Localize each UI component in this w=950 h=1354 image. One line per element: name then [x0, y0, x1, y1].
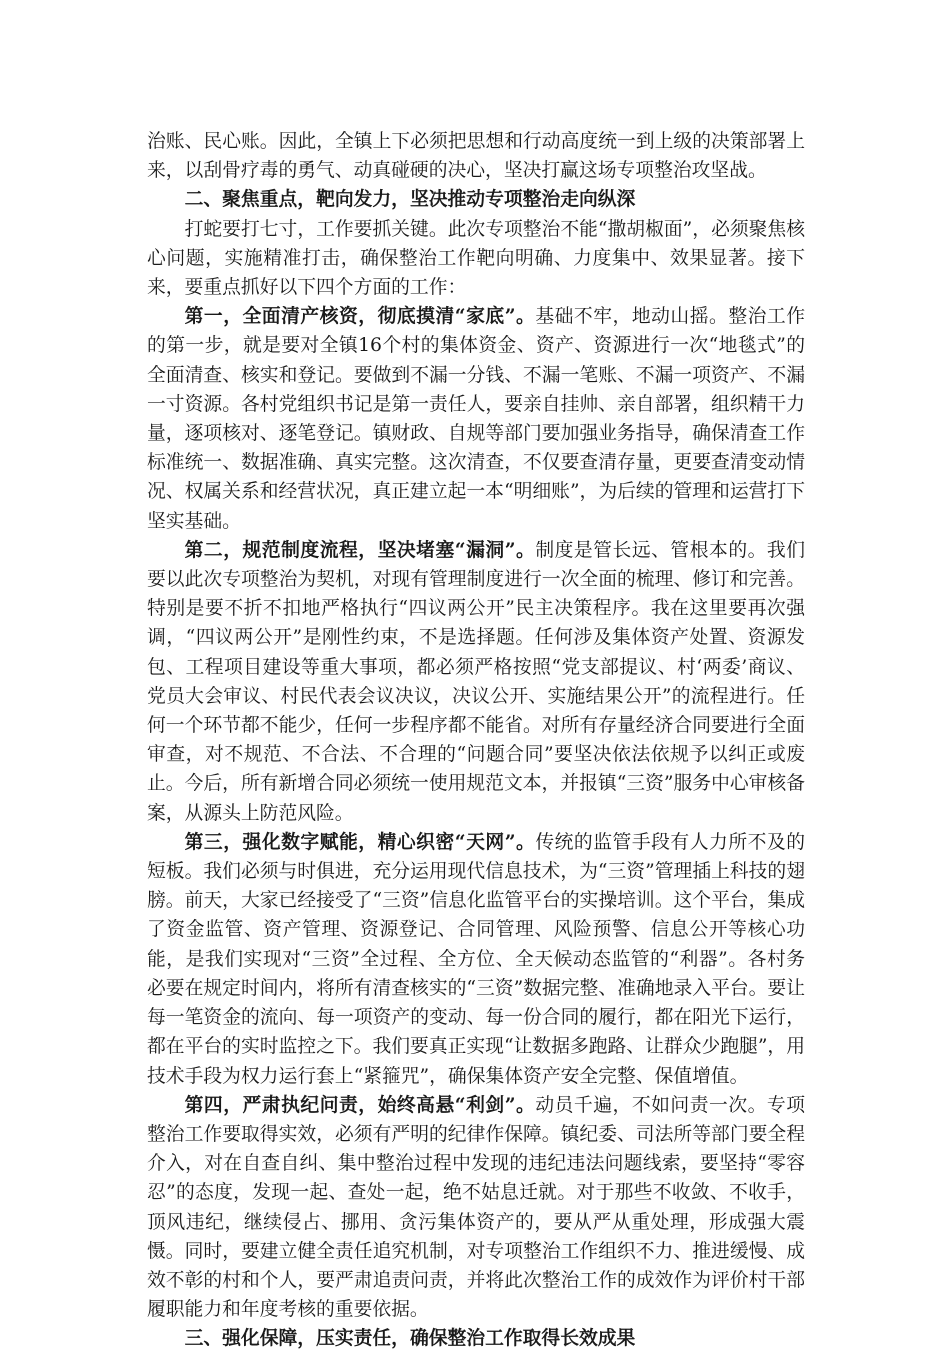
paragraph-intro: 打蛇要打七寸，工作要抓关键。此次专项整治不能“撒胡椒面”，必须聚焦核心问题，实施精准打击，确保整治工作靶向明确、力度集中、效果显著。接下来，要重点抓好以下四个方面的工作：	[147, 218, 805, 299]
paragraph-point-2	[147, 536, 805, 828]
paragraph-point-1	[147, 302, 805, 536]
document-page	[147, 127, 805, 1354]
point-2-lead: 第二，规范制度流程，坚决堵塞“漏洞”。	[184, 538, 536, 561]
point-2-body: 制度是管长远、管根本的。我们要以此次专项整治为契机，对现有管理制度进行一次全面的梳理、修订和完善。特别是要不折不扣地严格执行“四议两公开”民主决策程序。我在这里要再次强调，“四议两公开”是刚性约束，不是选择题。任何涉及集体资产处置、资源发包、工程项目建设等重大事项，都必须严格按照“党支部提议、村‘两委’商议、党员大会审议、村民代表会议决议，决议公开、实施结果公开”的流程进行。任何一个环节都不能少，任何一步程序都不能省。对所有存量经济合同要进行全面审查，对不规范、不合法、不合理的“问题合同”要坚决依法依规予以纠正或废止。今后，所有新增合同必须统一使用规范文本，并报镇“三资”服务中心审核备案，从源头上防范风险。	[147, 539, 805, 824]
point-4-body: 动员千遍，不如问责一次。专项整治工作要取得实效，必须有严明的纪律作保障。镇纪委、司法所等部门要全程介入，对在自查自纠、集中整治过程中发现的违纪违法问题线索，要坚持“零容忍”的态度，发现一起、查处一起，绝不姑息迁就。对于那些不收敛、不收手，顶风违纪，继续侵占、挪用、贪污集体资产的，要从严从重处理，形成强大震慑。同时，要建立健全责任追究机制，对专项整治工作组织不力、推进缓慢、成效不彰的村和个人，要严肃追责问责，并将此次整治工作的成效作为评价村干部履职能力和年度考核的重要依据。	[147, 1094, 805, 1321]
point-1-body: 基础不牢，地动山摇。整治工作的第一步，就是要对全镇16个村的集体资金、资产、资源进行一次“地毯式”的全面清查、核实和登记。要做到不漏一分钱、不漏一笔账、不漏一项资产、不漏一寸资源。各村党组织书记是第一责任人，要亲自挂帅、亲自部署，组织精干力量，逐项核对、逐笔登记。镇财政、自规等部门要加强业务指导，确保清查工作标准统一、数据准确、真实完整。这次清查，不仅要查清存量，更要查清变动情况、权属关系和经营状况，真正建立起一本“明细账”，为后续的管理和运营打下坚实基础。	[147, 306, 805, 532]
point-3-body: 传统的监管手段有人力所不及的短板。我们必须与时俱进，充分运用现代信息技术，为“三资”管理插上科技的翅膀。前天，大家已经接受了“三资”信息化监管平台的实操培训。这个平台，集成了资金监管、资产管理、资源登记、合同管理、风险预警、信息公开等核心功能，是我们实现对“三资”全过程、全方位、全天候动态监管的“利器”。各村务必要在规定时间内，将所有清查核实的“三资”数据完整、准确地录入平台。要让每一笔资金的流向、每一项资产的变动、每一份合同的履行，都在阳光下运行，都在平台的实时监控之下。我们要真正实现“让数据多跑路、让群众少跑腿”，用技术手段为权力运行套上“紧箍咒”，确保集体资产安全完整、保值增值。	[147, 831, 805, 1087]
point-1-lead: 第一，全面清产核资，彻底摸清“家底”。	[184, 305, 536, 328]
point-4-lead: 第四，严肃执纪问责，始终高悬“利剑”。	[184, 1093, 536, 1116]
paragraph-continuation: 治账、民心账。因此，全镇上下必须把思想和行动高度统一到上级的决策部署上来，以刮骨疗毒的勇气、动真碰硬的决心，坚决打赢这场专项整治攻坚战。	[147, 131, 805, 182]
section-heading-2: 二、聚焦重点，靶向发力，坚决推动专项整治走向纵深	[184, 188, 636, 211]
paragraph-point-4	[147, 1091, 805, 1325]
paragraph-point-3	[147, 828, 805, 1091]
point-3-lead: 第三，强化数字赋能，精心织密“天网”。	[184, 830, 536, 853]
section-heading-3: 三、强化保障，压实责任，确保整治工作取得长效成果	[184, 1327, 636, 1350]
